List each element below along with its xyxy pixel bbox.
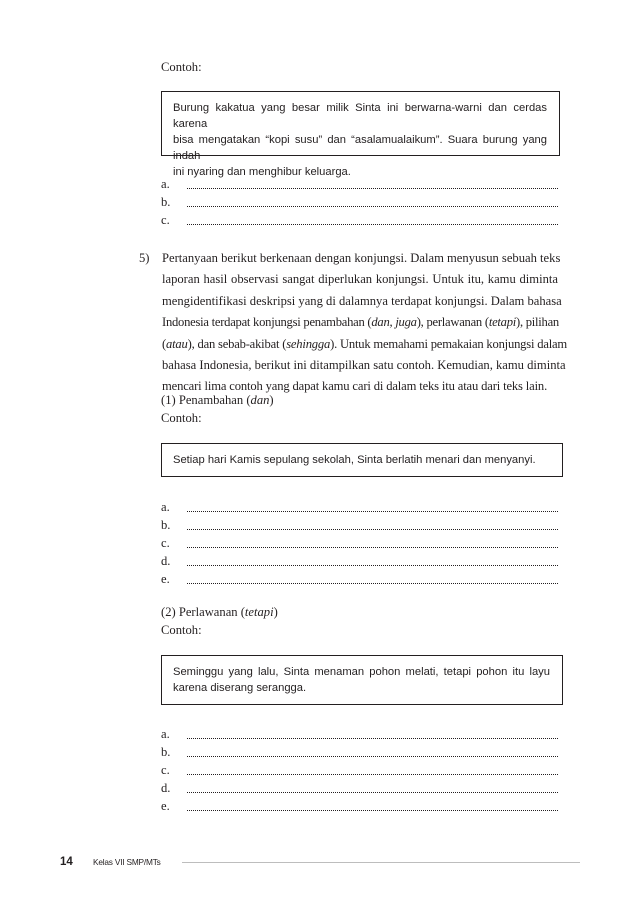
answer-line-e[interactable]: e.: [161, 571, 558, 588]
book-title: Kelas VII SMP/MTs: [93, 857, 161, 867]
answer-line-b[interactable]: b.: [161, 744, 558, 761]
example-line: ini nyaring dan menghibur keluarga.: [173, 166, 351, 178]
example-line: Seminggu yang lalu, Sinta menaman pohon melati, tetapi pohon itu layu: [173, 666, 550, 678]
answer-line-d[interactable]: d.: [161, 780, 558, 797]
answer-line-a[interactable]: a.: [161, 176, 558, 193]
paragraph-line: laporan hasil observasi sangat diperlukan konjungsi. Untuk itu, kamu diminta: [162, 272, 558, 287]
paragraph-line: mengidentifikasi deskripsi yang di dalamnya terdapat konjungsi. Dalam bahasa: [162, 293, 562, 308]
section-2-heading: (2) Perlawanan (tetapi): [161, 605, 278, 619]
paragraph-line: mencari lima contoh yang dapat kamu cari di dalam teks itu atau dari teks lain.: [162, 379, 548, 394]
example-line: bisa mengatakan “kopi susu” dan “asalamualaikum”. Suara burung yang indah: [173, 134, 547, 162]
answer-line-e[interactable]: e.: [161, 798, 558, 815]
answer-line-c[interactable]: c.: [161, 535, 558, 552]
section-1-example-box: [161, 443, 563, 477]
example-line: Burung kakatua yang besar milik Sinta ini berwarna-warni dan cerdas karena: [173, 102, 547, 130]
paragraph-line: (atau), dan sebab-akibat (sehingga). Untuk memahami pemakaian konjungsi dalam: [162, 336, 567, 351]
answer-line-a[interactable]: a.: [161, 499, 558, 516]
answer-line-a[interactable]: a.: [161, 726, 558, 743]
example-box: [161, 91, 560, 178]
answer-line-d[interactable]: d.: [161, 553, 558, 570]
example-line: karena diserang serangga.: [173, 682, 307, 694]
footer-divider: [182, 862, 580, 863]
question-number: 5): [139, 251, 150, 265]
paragraph-line: bahasa Indonesia, berikut ini ditampilkan satu contoh. Kemudian, kamu diminta: [162, 357, 566, 372]
answer-line-c[interactable]: c.: [161, 212, 558, 229]
question-5-paragraph: [162, 248, 567, 398]
answer-line-c[interactable]: c.: [161, 762, 558, 779]
page-number: 14: [60, 856, 73, 868]
paragraph-line: Indonesia terdapat konjungsi penambahan (dan, juga), perlawanan (tetapi), pilihan: [162, 315, 559, 330]
answer-line-b[interactable]: b.: [161, 517, 558, 534]
paragraph-line: Pertanyaan berikut berkenaan dengan konjungsi. Dalam menyusun sebuah teks: [162, 251, 561, 265]
answer-line-b[interactable]: b.: [161, 194, 558, 211]
section-1-example-label: Contoh:: [161, 411, 202, 425]
example-line: Setiap hari Kamis sepulang sekolah, Sinta berlatih menari dan menyanyi.: [173, 454, 536, 466]
example-label: Contoh:: [161, 60, 202, 74]
section-2-example-box: [161, 655, 563, 705]
page-footer: [60, 855, 580, 869]
section-2-example-label: Contoh:: [161, 623, 202, 637]
section-1-heading: (1) Penambahan (dan): [161, 393, 274, 407]
